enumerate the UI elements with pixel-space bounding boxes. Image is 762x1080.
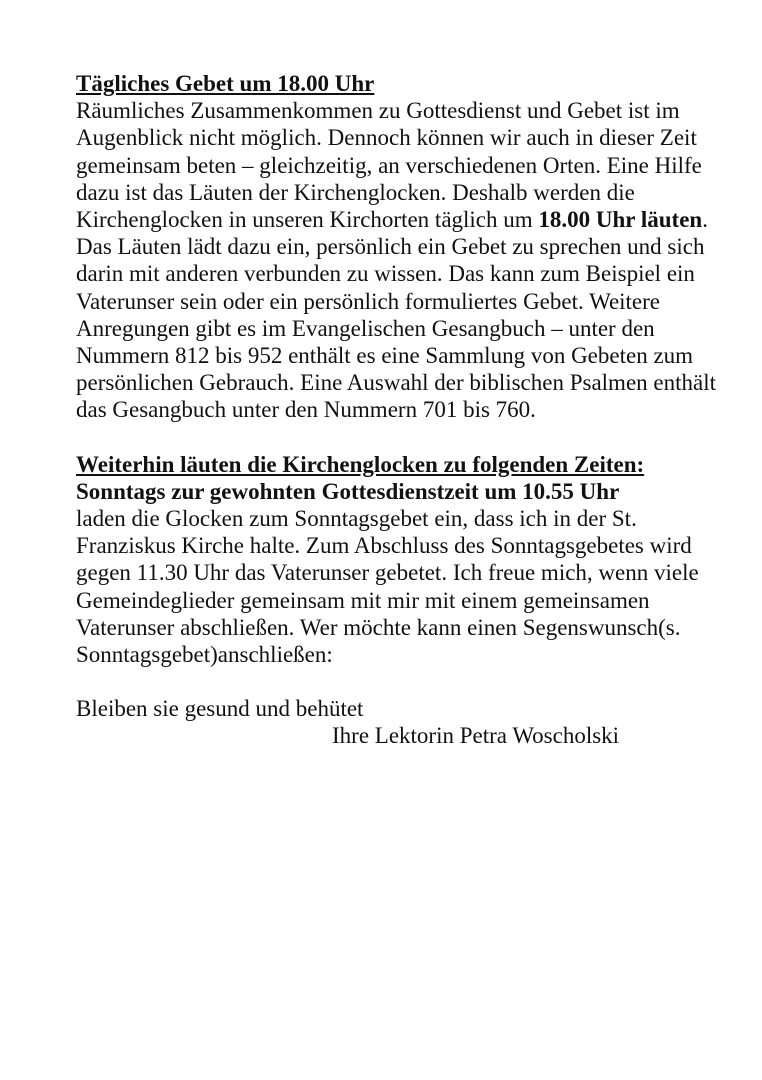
daily-prayer-text-part2: . Das Läuten lädt dazu ein, persönlich ein Gebet zu sprechen und sich darin mit anderen verbunden zu wissen. Das kann zum Beispiel ein Vaterunser sein oder ein persönlich formuliertes Gebet. Weitere Anregungen gibt es im Evangelischen Gesangbuch – unter den Nummern 812 bis 952 enthält es eine Sammlung von Gebeten zum persönlichen Gebrauch. Eine Auswahl der biblischen Psalmen enthält das Gesangbuch unter den Nummern 701 bis 760. [76,207,716,423]
daily-prayer-bell-time: 18.00 Uhr läuten [538,207,703,233]
daily-prayer-heading: Tägliches Gebet um 18.00 Uhr [76,71,375,96]
section-daily-prayer [76,70,716,424]
section-closing [76,695,716,749]
document-page [76,70,716,750]
closing-greeting: Bleiben sie gesund und behütet [76,696,364,722]
closing-signature: Ihre Lektorin Petra Woscholski [332,723,620,749]
bell-times-heading: Weiterhin läuten die Kirchenglocken zu folgenden Zeiten: [76,451,645,477]
sunday-prayer-subheading: Sonntags zur gewohnten Gottesdienstzeit um 10.55 Uhr [76,478,620,504]
section-bell-times [76,451,716,669]
spacer [76,668,716,695]
daily-prayer-paragraph [76,97,716,423]
daily-prayer-text-part1: Räumliches Zusammenkommen zu Gottesdienst und Gebet ist im Augenblick nicht möglich. Dennoch können wir auch in dieser Zeit gemeinsam beten – gleichzeitig, an verschiedenen Orten. Eine Hilfe dazu ist das Läuten der Kirchenglocken. Deshalb werden die Kirchenglocken in unseren Kirchorten täglich um [76,98,702,233]
sunday-prayer-paragraph: laden die Glocken zum Sonntagsgebet ein, dass ich in der St. Franziskus Kirche halte. Zum Abschluss des Sonntagsgebetes wird gegen 11.30 Uhr das Vaterunser gebetet. Ich freue mich, wenn viele Gemeindeglieder gemeinsam mit mir mit einem gemeinsamen Vaterunser abschließen. Wer möchte kann einen Segenswunsch(s. Sonntagsgebet)anschließen: [76,506,699,668]
spacer [76,424,716,451]
